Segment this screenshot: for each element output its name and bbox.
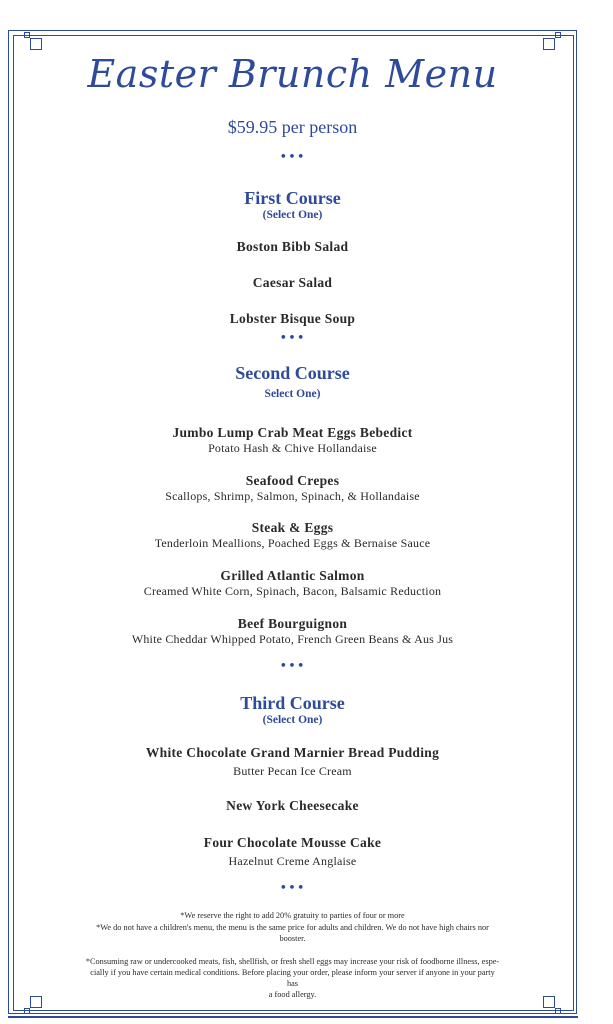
menu-item-name: Jumbo Lump Crab Meat Eggs Bebedict bbox=[172, 425, 413, 440]
divider-dots: ••• bbox=[279, 150, 306, 165]
menu-item-description: Hazelnut Creme Anglaise bbox=[228, 854, 357, 868]
divider-dots: ••• bbox=[279, 331, 306, 346]
menu-item-name: New York Cheesecake bbox=[226, 798, 359, 813]
footnote-gratuity: *We reserve the right to add 20% gratuity to parties of four or more bbox=[180, 911, 405, 920]
menu-item-name: Beef Bourguignon bbox=[237, 616, 348, 631]
menu-item-name: Lobster Bisque Soup bbox=[229, 311, 356, 326]
menu-item-description: Tenderloin Meallions, Poached Eggs & Bernaise Sauce bbox=[154, 536, 431, 550]
menu-item-description: Scallops, Shrimp, Salmon, Spinach, & Hollandaise bbox=[165, 489, 420, 503]
footnote-children: *We do not have a children's menu, the menu is the same price for adults and children. We do not have high chairs nor bbox=[96, 923, 489, 932]
menu-item-name: Seafood Crepes bbox=[245, 473, 340, 488]
menu-item-name: Boston Bibb Salad bbox=[236, 239, 349, 254]
divider-dots: ••• bbox=[279, 881, 306, 896]
corner-ornament-top-left bbox=[30, 38, 42, 50]
course-title-third: Third Course bbox=[240, 693, 345, 713]
menu-item-name: Four Chocolate Mousse Cake bbox=[203, 835, 382, 850]
bottom-rule bbox=[8, 1016, 578, 1018]
menu-item-name: Steak & Eggs bbox=[251, 520, 334, 535]
course-title-first: First Course bbox=[244, 188, 341, 208]
price: $59.95 per person bbox=[227, 117, 358, 137]
footnote-consuming-cont: cially if you have certain medical conditions. Before placing your order, please inform your server if anyone in your party bbox=[90, 968, 495, 977]
footnote-consuming: *Consuming raw or undercooked meats, fish, shellfish, or fresh shell eggs may increase your risk of foodborne illness, espe- bbox=[85, 957, 500, 966]
menu-title: Easter Brunch Menu bbox=[87, 52, 498, 96]
corner-ornament-top-right bbox=[543, 38, 555, 50]
course-subtitle-second: Select One) bbox=[264, 388, 321, 400]
menu-item-name: White Chocolate Grand Marnier Bread Pudding bbox=[145, 745, 440, 760]
menu-item-name: Caesar Salad bbox=[252, 275, 333, 290]
menu-item-description: Creamed White Corn, Spinach, Bacon, Balsamic Reduction bbox=[143, 584, 442, 598]
course-title-second: Second Course bbox=[235, 363, 350, 383]
menu-item-description: Potato Hash & Chive Hollandaise bbox=[208, 441, 377, 455]
divider-dots: ••• bbox=[279, 659, 306, 674]
footnote-consuming-cont: has bbox=[286, 979, 299, 988]
footnote-consuming-cont: a food allergy. bbox=[268, 990, 317, 999]
menu-item-description: Butter Pecan Ice Cream bbox=[233, 764, 352, 778]
footnote-children-cont: booster. bbox=[279, 934, 306, 943]
menu-item-description: White Cheddar Whipped Potato, French Green Beans & Aus Jus bbox=[131, 632, 454, 646]
course-subtitle-first: (Select One) bbox=[262, 209, 323, 221]
course-subtitle-third: (Select One) bbox=[262, 714, 323, 726]
menu-item-name: Grilled Atlantic Salmon bbox=[220, 568, 365, 583]
